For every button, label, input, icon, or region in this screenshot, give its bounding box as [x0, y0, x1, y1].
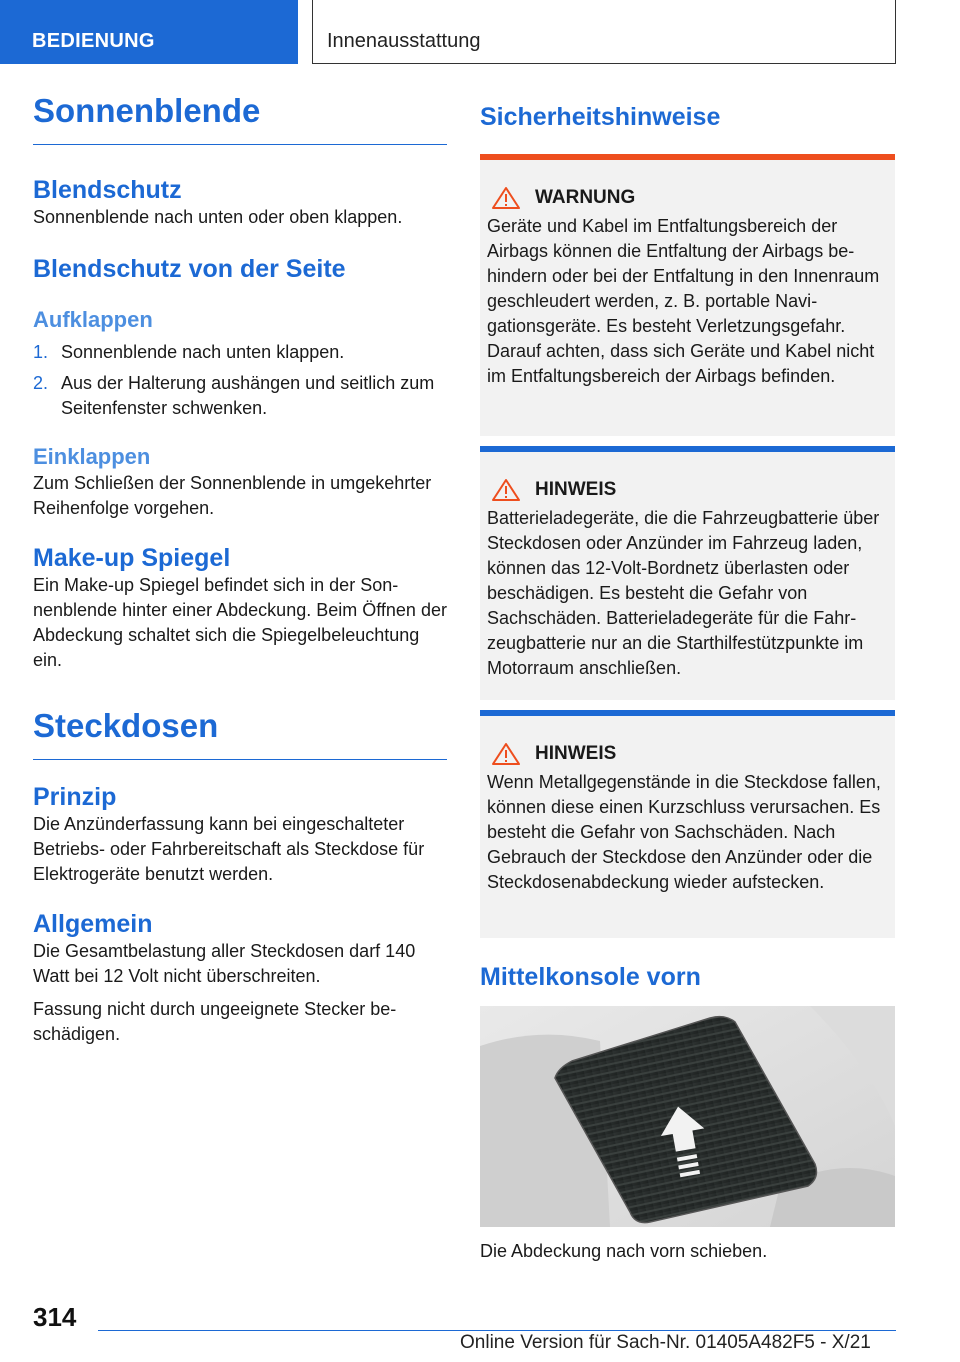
list-item: [33, 371, 447, 421]
warning-box: [480, 154, 895, 436]
list-item: [33, 340, 447, 365]
step-number: 1.: [33, 342, 49, 362]
header-topic-label: Innenausstattung: [312, 0, 896, 64]
footer-divider: [98, 1330, 896, 1331]
warning-label: WARNUNG: [535, 187, 636, 208]
heading-blendschutz: Blendschutz: [33, 176, 182, 204]
step-text: Aus der Halterung aushängen und seitlich zum Seitenfenster schwenken.: [61, 373, 435, 418]
hinweis-text: Wenn Metallgegenstände in die Steckdose fallen, können diese einen Kurzschluss verursachen. Es besteht die Gefahr von Sachschäden. Nach Gebrauch der Steckdose den Anzünder oder die Steckdosenabdeckung wieder aufstecken.: [487, 772, 881, 892]
heading-makeup-spiegel: Make-up Spiegel: [33, 544, 231, 572]
heading-mittelkonsole: Mittelkonsole vorn: [480, 963, 701, 991]
footer-version-text: Online Version für Sach-Nr. 01405A482F5 - X/21: [460, 1332, 871, 1353]
warning-triangle-icon: [491, 742, 521, 766]
heading-prinzip: Prinzip: [33, 783, 117, 811]
heading-allgemein: Allgemein: [33, 910, 153, 938]
heading-blendschutz-seite: Blendschutz von der Seite: [33, 255, 346, 283]
text-makeup-spiegel: Ein Make-up Spiegel befindet sich in der Sonnenblende hinter einer Abdeckung. Beim Öffnen der Abdeckung schaltet sich die Spiegelbeleuchtung ein.: [33, 575, 447, 670]
left-column: [33, 92, 447, 1047]
text-prinzip: Die Anzünderfassung kann bei eingeschalteter Betriebs- oder Fahrbereitschaft als Steckdose für Elektrogeräte benutzt werden.: [33, 814, 425, 884]
hinweis-box-1: [480, 446, 895, 700]
caption-mittelkonsole: Die Abdeckung nach vorn schieben.: [480, 1241, 768, 1261]
step-text: Sonnenblende nach unten klappen.: [61, 342, 345, 362]
step-number: 2.: [33, 373, 49, 393]
hinweis-label: HINWEIS: [535, 479, 617, 500]
hinweis-label: HINWEIS: [535, 743, 617, 764]
right-column: [480, 92, 895, 1264]
title-sonnenblende: Sonnenblende: [33, 92, 447, 145]
header-section-label: BEDIENUNG: [0, 0, 298, 64]
console-cover-photo: [480, 1006, 895, 1227]
warning-triangle-icon: [491, 186, 521, 210]
hinweis-text: Batterieladegeräte, die die Fahrzeugbatterie über Steckdosen oder Anzünder im Fahrzeug laden, können das 12-Volt-Bordnetz überlasten oder beschädigen. Es besteht die Gefahr von Sachschäden. Batterieladegeräte für die Fahrzeugbatterie nur an die Starthilfestützpunkte im Motorraum anschließen.: [487, 508, 880, 678]
hinweis-box-2: [480, 710, 895, 938]
text-einklappen: Zum Schließen der Sonnenblende in umgekehrter Reihenfolge vorgehen.: [33, 473, 432, 518]
heading-einklappen: Einklappen: [33, 444, 151, 469]
title-steckdosen: Steckdosen: [33, 707, 447, 760]
steps-aufklappen: [33, 340, 447, 421]
heading-aufklappen: Aufklappen: [33, 307, 153, 332]
heading-sicherheitshinweise: Sicherheitshinweise: [480, 103, 721, 131]
text-allgemein-1: Die Gesamtbelastung aller Steckdosen darf 140 Watt bei 12 Volt nicht überschreiten.: [33, 941, 416, 986]
text-blendschutz: Sonnenblende nach unten oder oben klappen.: [33, 207, 403, 227]
page-number: 314: [33, 1302, 77, 1332]
text-allgemein-2: Fassung nicht durch ungeeignete Stecker beschädigen.: [33, 999, 397, 1044]
warning-text: Geräte und Kabel im Entfaltungsbereich der Airbags können die Entfaltung der Airbags behindern oder bei der Entfaltung in den Innenraum geschleudert werden, z. B. portable Navigationsgeräte. Es besteht Verletzungsgefahr. Darauf achten, dass sich Geräte und Kabel nicht im Entfaltungsbereich der Airbags befinden.: [487, 216, 880, 386]
warning-triangle-icon: [491, 478, 521, 502]
